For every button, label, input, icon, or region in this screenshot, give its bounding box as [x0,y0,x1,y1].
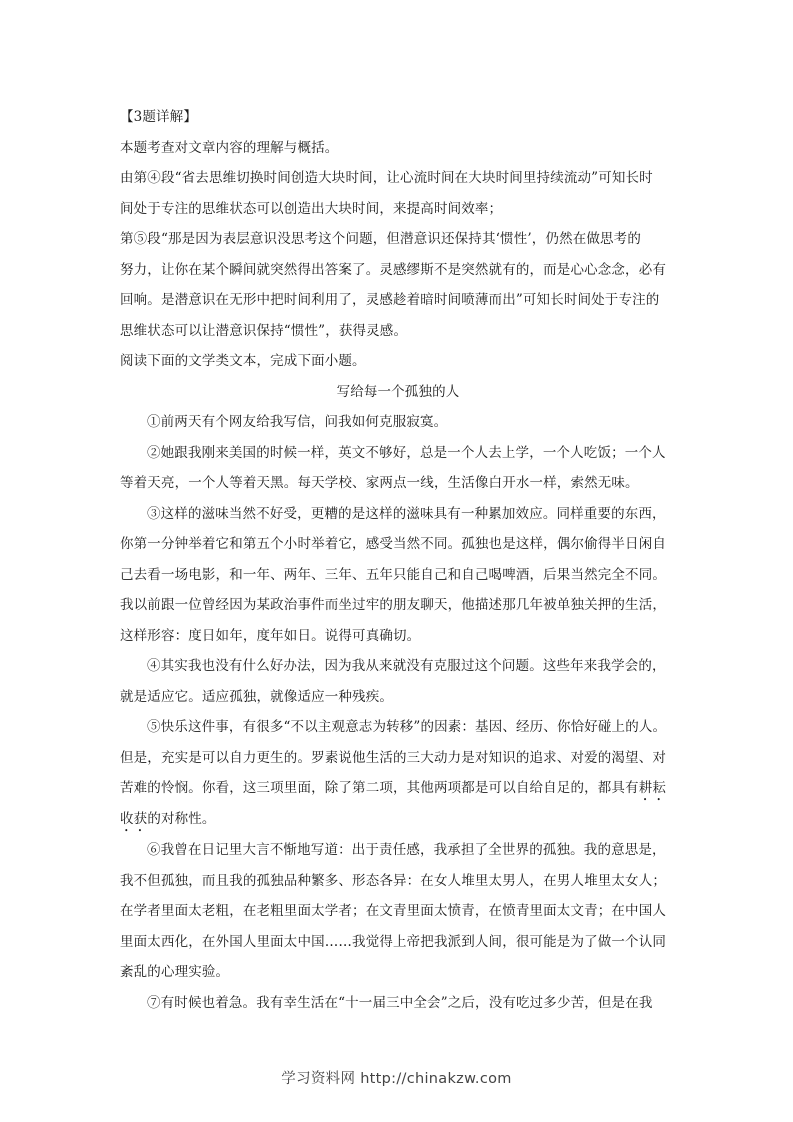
emphasis-lead-text: 苦难的怜悯。你看，这三项里面，除了第二项，其他两项都是可以自给自足的，都具有 [120,780,639,796]
article-paragraph-3-line: 我以前跟一位曾经因为某政治事件而坐过牢的朋友聊天，他描述那几年被单独关押的生活， [120,597,666,613]
answer-heading: 【3题详解】 [120,109,197,125]
article-paragraph-6-line: 里面太西化，在外国人里面太中国……我觉得上帝把我派到人间，很可能是为了做一个认同 [120,933,666,950]
footer-watermark: 学习资料网 http://chinakzw.com [281,1071,512,1087]
analysis-line: 努力，让你在某个瞬间就突然得出答案了。灵感缪斯不是突然就有的，而是心心念念，必有 [120,261,666,278]
article-paragraph-6: ⑥我曾在日记里大言不惭地写道：出于责任感，我承担了全世界的孤独。我的意思是， [147,842,666,858]
article-paragraph-3: ③这样的滋味当然不好受，更糟的是这样的滋味具有一种累加效应。同样重要的东西， [147,505,666,522]
article-paragraph-3-line: 你第一分钟举着它和第五个小时举着它，感受当然不同。孤独也是这样，偶尔偷得半日闲自 [120,536,666,552]
article-paragraph-1: ①前两天有个网友给我写信，问我如何克服寂寞。 [147,414,448,430]
article-paragraph-6-line: 紊乱的心理实验。 [120,964,230,980]
analysis-line: 间处于专注的思维状态可以创造出大块时间，来提高时间效率； [120,200,503,217]
analysis-line: 由第④段“省去思维切换时间创造大块时间，让心流时间在大块时间里持续流动”可知长时 [120,170,653,186]
article-paragraph-5-line [120,773,676,804]
article-paragraph-4-line: 就是适应它。适应孤独，就像适应一种残疾。 [120,688,393,705]
article-paragraph-5-line [120,804,676,835]
emphasized-word: 收获 [120,811,148,827]
reading-instruction: 阅读下面的文学类文本，完成下面小题。 [120,353,366,369]
emphasis-tail-text: 的对称性。 [147,811,216,827]
emphasized-word: 耕耘 [638,780,667,796]
article-paragraph-3-line: 己去看一场电影，和一年、两年、三年、五年只能自己和自己喝啤酒，后果当然完全不同。 [120,566,666,583]
article-paragraph-6-line: 在学者里面太老粗，在老粗里面太学者；在文青里面太愤青，在愤青里面太文青；在中国人 [120,903,666,919]
article-paragraph-2-line: 等着天亮，一个人等着天黑。每天学校、家两点一线，生活像白开水一样，索然无味。 [120,475,639,491]
article-paragraph-2: ②她跟我刚来美国的时候一样，英文不够好，总是一个人去上学，一个人吃饭；一个人 [147,444,666,461]
article-paragraph-5: ⑤快乐这件事，有很多“不以主观意志为转移”的因素：基因、经历、你恰好碰上的人。 [147,719,667,735]
document-content [120,102,676,1018]
article-paragraph-4: ④其实我也没有什么好办法，因为我从来就没有克服过这个问题。这些年来我学会的， [147,658,666,674]
article-paragraph-7: ⑦有时候也着急。我有幸生活在“十一届三中全会”之后，没有吃过多少苦，但是在我 [147,994,653,1011]
analysis-line: 回响。是潜意识在无形中把时间利用了，灵感趁着暗时间喷薄而出”可知长时间处于专注的 [120,292,660,308]
article-paragraph-5-line: 但是，充实是可以自力更生的。罗素说他生活的三大动力是对知识的追求、对爱的渴望、对 [120,749,666,766]
analysis-line: 思维状态可以让潜意识保持“惯性”，获得灵感。 [120,322,408,339]
analysis-line: 第⑤段“那是因为表层意识没思考这个问题，但潜意识还保持其‘惯性’，仍然在做思考的 [120,231,641,247]
article-title: 写给每一个孤独的人 [336,383,460,400]
article-paragraph-6-line: 我不但孤独，而且我的孤独品种繁多、形态各异：在女人堆里太男人，在男人堆里太女人； [120,872,666,889]
analysis-line: 本题考查对文章内容的理解与概括。 [120,139,339,156]
article-paragraph-3-line: 这样形容：度日如年，度年如日。说得可真确切。 [120,627,421,644]
